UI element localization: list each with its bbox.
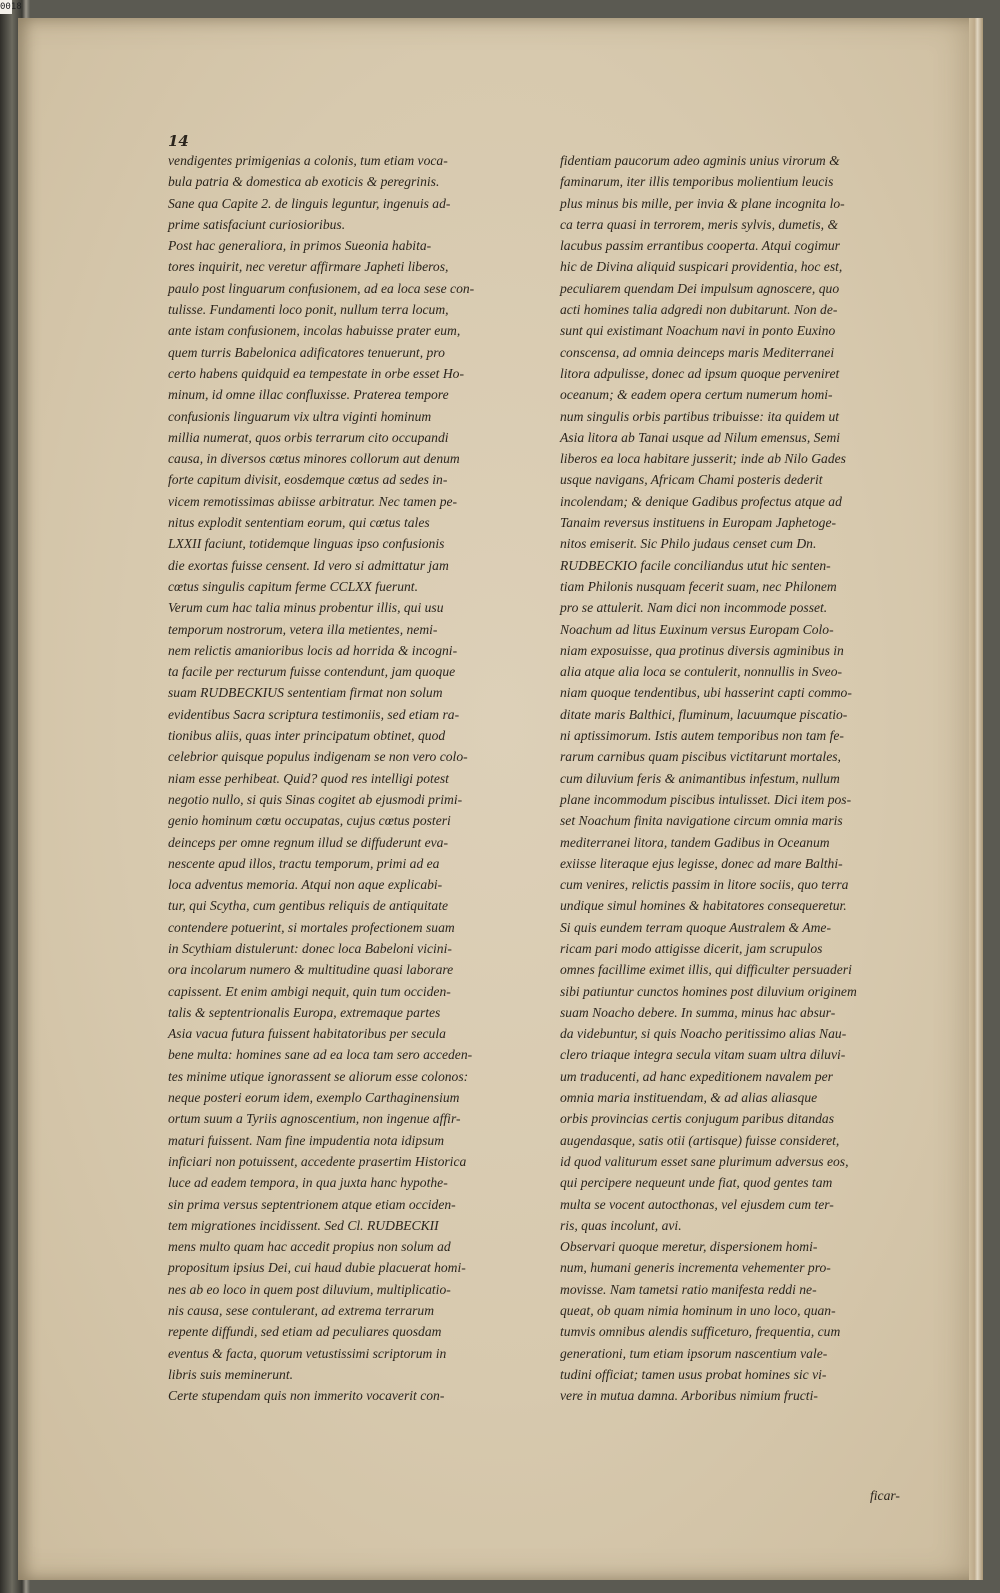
text-line: neque posteri eorum idem, exemplo Carthaginensium [168,1090,460,1106]
text-line: celebrior quisque populus indigenam se non vero colo- [168,749,468,765]
text-line: paulo post linguarum confusionem, ad ea loca sese con- [168,280,475,296]
text-line: propositum ipsius Dei, cui haud dubie placuerat homi- [168,1260,466,1276]
text-line: ortum suum a Tyriis agnoscentium, non ingenue affir- [168,1111,461,1127]
text-line: nitus explodit sententiam eorum, qui cœtus tales [168,515,430,531]
page-number: 14 [168,132,189,150]
text-line: Observari quoque meretur, dispersionem homi- [560,1239,818,1255]
text-line: nes ab eo loco in quem post diluvium, multiplicatio- [168,1281,451,1297]
text-line: millia numerat, quos orbis terrarum cito occupandi [168,429,449,445]
text-line: cum venires, relictis passim in litore sociis, quo terra [560,877,849,893]
text-line: nescente apud illos, tractu temporum, primi ad ea [168,855,440,871]
text-line: rarum carnibus quam piscibus victitarunt mortales, [560,749,841,765]
text-line: bula patria & domestica ab exoticis & peregrinis. [168,174,440,190]
text-line: da videbuntur, si quis Noacho peritissimo alias Nau- [560,1026,847,1042]
text-line: nem relictis amanioribus locis ad horrida & incogni- [168,642,458,658]
text-line: confusionis linguarum vix ultra viginti hominum [168,408,432,424]
text-line: omnia maria instituendam, & ad alias aliasque [560,1090,818,1106]
text-line: vere in mutua damna. Arboribus nimium fructi- [560,1388,818,1404]
text-line: tumvis omnibus alendis sufficeturo, frequentia, cum [560,1324,841,1340]
text-line: inficiari non potuissent, accedente prasertim Historica [168,1153,467,1169]
left-text-column [168,150,533,1407]
text-line: cœtus singulis capitum ferme CCLXX fuerunt. [168,578,418,594]
text-line: num, humani generis incrementa vehementer pro- [560,1260,831,1276]
text-line: sin prima versus septentrionem atque etiam occiden- [168,1196,456,1212]
text-line: vendigentes primigenias a colonis, tum etiam voca- [168,153,448,168]
text-line: pro se attulerit. Nam dici non incommode posset. [560,600,828,616]
text-line: augendasque, satis otii (artisque) fuisse consideret, [560,1132,840,1148]
text-line: generationi, tum etiam ipsorum nascentium vale- [560,1345,828,1361]
text-line: plus minus bis mille, per invia & plane incognita lo- [560,195,845,211]
text-line: qui percipere nequeunt unde fiat, quod gentes tam [560,1175,833,1191]
right-text-column [560,150,925,1407]
text-line: orbis provincias certis conjugum paribus ditandas [560,1111,835,1127]
scan-ruler-label: 0018 [0,2,22,12]
text-line: niam quoque tendentibus, ubi hasserint capti commo- [560,685,852,701]
text-line: peculiarem quendam Dei impulsum agnoscere, quo [560,280,840,296]
text-line: ditate maris Balthici, fluminum, lacuumque piscatio- [560,706,848,722]
text-line: Si quis eundem terram quoque Australem & Ame- [560,919,831,935]
text-line: acti homines talia adgredi non dubitarunt. Non de- [560,302,838,318]
text-line: ora incolarum numero & multitudine quasi laborare [168,962,454,978]
text-line: forte capitum divisit, eosdemque cœtus ad sedes in- [168,472,448,488]
text-line: cum diluvium feris & animantibus infestum, nullum [560,770,840,786]
text-line: contendere potuerint, si mortales profectionem suam [168,919,455,935]
text-line: loca adventus memoria. Atqui non aque explicabi- [168,877,443,893]
text-line: Certe stupendam quis non immerito vocaverit con- [168,1388,445,1404]
text-line: um traducenti, ad hanc expeditionem navalem per [560,1068,833,1084]
text-line: movisse. Nam tametsi ratio manifesta reddi ne- [560,1281,817,1297]
text-line: clero triaque integra secula vitam suam ultra diluvi- [560,1047,846,1063]
text-line: tionibus aliis, quas inter principatum obtinet, quod [168,728,446,744]
text-line: litora adpulisse, donec ad ipsum quoque perveniret [560,365,840,381]
text-line: exiisse literaque ejus legisse, donec ad mare Balthi- [560,855,843,871]
text-line: conscensa, ad omnia deinceps maris Mediterranei [560,344,835,360]
text-line: set Noachum finita navigatione circum omnia maris [560,813,843,829]
text-line: alia atque alia loca se contulerit, nonnullis in Sveo- [560,664,843,680]
text-line: quem turris Babelonica adificatores tenuerunt, pro [168,344,445,360]
text-line: multa se vocent autocthonas, vel ejusdem cum ter- [560,1196,834,1212]
text-line: usque navigans, Africam Chami posteris dederit [560,472,823,488]
text-line: omnes facillime eximet illis, qui difficulter persuaderi [560,962,852,978]
text-line: sibi patiuntur cunctos homines post diluvium originem [560,983,857,999]
text-line: tur, qui Scytha, cum gentibus reliquis de antiquitate [168,898,449,914]
text-line: genio hominum cœtu occupatas, cujus cœtus posteri [168,813,451,829]
text-line: liberos ea loca habitare jusserit; inde ab Nilo Gades [560,451,846,467]
text-line: Asia vacua futura fuissent habitatoribus per secula [168,1026,446,1042]
text-line: ris, quas incolunt, avi. [560,1217,682,1233]
text-line: minum, id omne illac confluxisse. Praterea tempore [168,387,449,403]
text-line: prime satisfaciunt curiosioribus. [168,216,346,232]
text-line: evidentibus Sacra scriptura testimoniis, sed etiam ra- [168,706,460,722]
text-line: hic de Divina aliquid suspicari providentia, hoc est, [560,259,843,275]
text-line: deinceps per omne regnum illud se diffuderunt eva- [168,834,448,850]
text-line: talis & septentrionalis Europa, extremaque partes [168,1004,441,1020]
text-line: niam exposuisse, qua protinus diversis agminibus in [560,642,844,658]
text-line: capissent. Et enim ambigi nequit, quin tum occiden- [168,983,451,999]
text-line: num singulis orbis partibus tribuisse: ita quidem ut [560,408,840,424]
text-line: mediterranei litora, tandem Gadibus in Oceanum [560,834,830,850]
text-line: suam RUDBECKIUS sententiam firmat non solum [168,685,443,701]
text-line: Tanaim reversus instituens in Europam Japhetoge- [560,515,837,531]
text-line: tulisse. Fundamenti loco ponit, nullum terra locum, [168,302,449,318]
text-line: plane incommodum piscibus intulisset. Dici item pos- [560,791,852,807]
text-line: Noachum ad litus Euxinum versus Europam Colo- [560,621,834,637]
text-line: in Scythiam distulerunt: donec loca Babeloni vicini- [168,940,452,956]
text-line: sunt qui existimant Noachum navi in ponto Euxino [560,323,836,339]
text-line: libris suis meminerunt. [168,1366,293,1382]
text-line: ricam pari modo attigisse dicerit, jam scrupulos [560,940,823,956]
text-line: tes minime utique ignorassent se aliorum esse colonos: [168,1068,469,1084]
text-line: lacubus passim errantibus cooperta. Atqui cogimur [560,238,840,254]
text-line: tudini officiat; tamen usus probat homines sic vi- [560,1366,827,1382]
text-line: causa, in diversos cœtus minores collorum aut denum [168,451,460,467]
text-line: vicem remotissimas abiisse arbitratur. Nec tamen pe- [168,493,458,509]
text-line: nitos emiserit. Sic Philo judaus censet cum Dn. [560,536,817,552]
text-line: undique simul homines & habitatores consequeretur. [560,898,847,914]
text-line: die exortas fuisse censent. Id vero si admittatur jam [168,557,449,573]
text-line: suam Noacho debere. In summa, minus hac absur- [560,1004,836,1020]
text-line: incolendam; & denique Gadibus profectus atque ad [560,493,842,509]
text-line: ni aptissimorum. Istis autem temporibus non tam fe- [560,728,844,744]
text-line: faminarum, iter illis temporibus molientium leucis [560,174,834,190]
text-line: maturi fuissent. Nam fine impudentia nota idipsum [168,1132,445,1148]
text-line: Sane qua Capite 2. de linguis leguntur, ingenuis ad- [168,195,451,211]
text-line: ca terra quasi in terrorem, meris sylvis, dumetis, & [560,216,839,232]
text-line: niam esse perhibeat. Quid? quod res intelligi potest [168,770,449,786]
text-line: Post hac generaliora, in primos Sueonia habita- [168,238,432,254]
text-line: mens multo quam hac accedit propius non solum ad [168,1239,451,1255]
text-line: id quod valiturum esset sane plurimum adversus eos, [560,1153,849,1169]
text-line: tiam Philonis nusquam fecerit suam, nec Philonem [560,578,837,594]
text-line: luce ad eadem tempora, in qua juxta hanc hypothe- [168,1175,448,1191]
text-line: negotio nullo, si quis Sinas cogitet ab ejusmodi primi- [168,791,463,807]
text-line: tores inquirit, nec veretur affirmare Japheti liberos, [168,259,449,275]
text-line: certo habens quidquid ea tempestate in orbe esset Ho- [168,365,464,381]
text-line: nis causa, sese contulerant, ad extrema terrarum [168,1303,435,1319]
text-line: repente diffundi, sed etiam ad peculiares quosdam [168,1324,442,1340]
text-line: temporum nostrorum, vetera illa metientes, nemi- [168,621,438,637]
text-line: tem migrationes incidissent. Sed Cl. RUDBECKII [168,1217,439,1233]
page-edge-shadow [969,18,983,1580]
text-line: ta facile per recturum fuisse contendunt, jam quoque [168,664,456,680]
text-line: queat, ob quam nimia hominum in uno loco, quan- [560,1303,836,1319]
text-line: LXXII faciunt, totidemque linguas ipso confusionis [168,536,445,552]
catchword: ficar- [870,1488,900,1503]
text-line: Verum cum hac talia minus probentur illis, qui usu [168,600,444,616]
text-line: eventus & facta, quorum vetustissimi scriptorum in [168,1345,447,1361]
text-line: fidentiam paucorum adeo agminis unius virorum & [560,153,840,168]
text-line: ante istam confusionem, incolas habuisse prater eum, [168,323,461,339]
text-line: oceanum; & eadem opera certum numerum homi- [560,387,833,403]
text-line: bene multa: homines sane ad ea loca tam sero acceden- [168,1047,473,1063]
text-line: Asia litora ab Tanai usque ad Nilum emensus, Semi [560,429,841,445]
text-line: RUDBECKIO facile conciliandus utut hic senten- [560,557,831,573]
